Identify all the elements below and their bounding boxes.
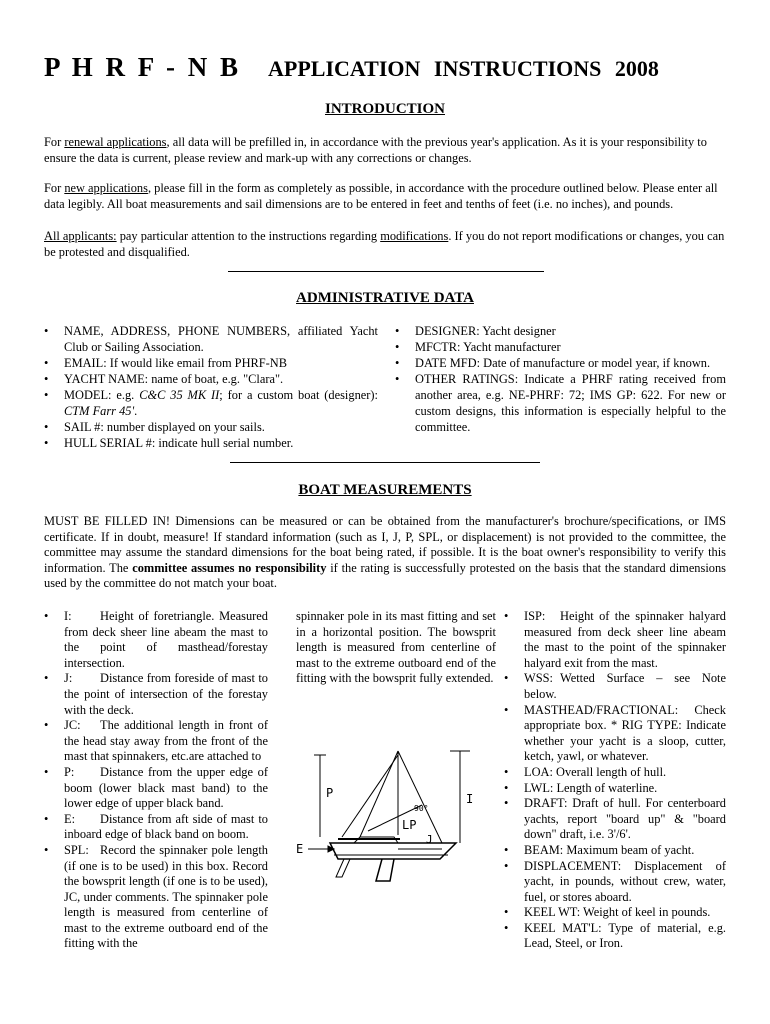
admin-list-right <box>395 323 726 435</box>
spl-continuation: spinnaker pole in its mast fitting and set in a horizontal position. The bowsprit length is measured from centerline of mast to the extreme outboard end of the fitting with the bowsprit fully extended. <box>296 609 496 686</box>
measurement-item-p <box>44 765 268 812</box>
administrative-data-heading: ADMINISTRATIVE DATA <box>296 290 474 306</box>
measurement-item-spl <box>44 843 268 952</box>
list-item-model <box>44 387 378 419</box>
list-item: • MFCTR: Yacht manufacturer <box>395 339 726 355</box>
angle-label: 90° <box>414 804 429 813</box>
term-definition: The additional length in front of the head stay away from the front of the mast that spinnakers, etc.are attached to <box>64 718 268 764</box>
disclaimer-emphasis: committee assumes no responsibility <box>132 560 327 575</box>
text-run: , all data will be prefilled in, in accordance with the previous year's application. As it is your responsibility to ensure the data is current, please review and mark-up with any corrections or changes. <box>44 135 707 165</box>
measurement-item-i <box>44 609 268 671</box>
j-label: J <box>426 833 433 846</box>
term-definition: Distance from foreside of mast to the point of intersection of the forestay with the deck. <box>64 671 268 717</box>
list-item: • EMAIL: If would like email from PHRF-NB <box>44 355 378 371</box>
measurement-item-j <box>44 671 268 718</box>
document-title: APPLICATION INSTRUCTIONS 2008 <box>268 56 659 81</box>
term-definition: Record the spinnaker pole length (if one is to be used) in this box. Record the bowsprit length (if one is to be used), JC, under comments. The spinnaker pole length is measured from centerline of mast to the extreme outboard end of the fitting with the <box>64 842 268 951</box>
list-item: • SAIL #: number displayed on your sails. <box>44 419 378 435</box>
list-item: • DESIGNER: Yacht designer <box>395 323 726 339</box>
e-label: E <box>296 842 304 856</box>
admin-list-left <box>44 323 378 451</box>
measurement-item-keel-wt: • KEEL WT: Weight of keel in pounds. <box>504 905 726 921</box>
measurement-item-e <box>44 812 268 843</box>
list-item: • DATE MFD: Date of manufacture or model year, if known. <box>395 355 726 371</box>
all-applicants-term: All applicants: <box>44 229 117 243</box>
measurement-item-loa: • LOA: Overall length of hull. <box>504 765 726 781</box>
term-label: WSS: <box>524 671 553 686</box>
term-definition: Distance from the upper edge of boom (lower black mast band) to the lower edge of upper black band. <box>64 764 268 811</box>
term-definition: Height of foretriangle. Measured from deck sheer line abeam the mast to the point of masthead/forestay intersection. <box>64 609 268 670</box>
intro-paragraph-renewal <box>44 134 726 166</box>
sail-plan-diagram <box>290 745 490 885</box>
text-run: For <box>44 135 65 149</box>
hull-shape <box>330 843 456 859</box>
term-definition: Height of the spinnaker halyard measured from deck sheer line abeam the mast to the point of the spinnaker halyard exit from the mast. <box>524 609 726 670</box>
text-run: if the rating is successfully protested on the basis that the standard dimensions used by the committee do not match your boat. <box>44 560 726 591</box>
boat-measurements-intro <box>44 514 726 592</box>
new-applications-term: new applications <box>64 181 148 195</box>
term-definition: Wetted Surface – see Note below. <box>524 671 726 701</box>
measurement-item-masthead: • MASTHEAD/FRACTIONAL: Check appropriate box. * RIG TYPE: Indicate whether your yacht is a sloop, cutter, ketch, yawl, or whatever. <box>504 703 726 765</box>
measurement-list-left <box>44 609 268 952</box>
intro-paragraph-all <box>44 228 726 260</box>
list-item: • NAME, ADDRESS, PHONE NUMBERS, affiliated Yacht Club or Sailing Association. <box>44 323 378 355</box>
lp-label: LP <box>402 818 417 832</box>
title-row <box>44 52 726 86</box>
term-label: SPL: <box>64 842 89 857</box>
keel-shape <box>376 859 394 881</box>
org-title: P H R F - N B <box>44 52 241 82</box>
measurement-item-jc <box>44 718 268 765</box>
term-label: ISP: <box>524 609 546 623</box>
i-label: I <box>466 792 474 806</box>
text-run: MUST BE FILLED IN! Dimensions can be measured or can be obtained from the manufacturer's brochure/specifications, or IMS certificate. If in doubt, measure! If standard information (such as I, J, P, SPL, or displacement) is not provided to the committee, the committee may assume the standard dimensions for the boat being rated, if possible. It is the boat owner's responsibility to verify this information. The <box>44 514 726 575</box>
section-divider <box>228 271 544 272</box>
text-run: MODEL: e.g. <box>64 388 140 402</box>
text-run: . If you do not report modifications or changes, you can be protested and disqualified. <box>44 229 725 259</box>
measurement-item-isp <box>504 609 726 671</box>
list-item: • YACHT NAME: name of boat, e.g. "Clara". <box>44 371 378 387</box>
boat-measurements-heading: BOAT MEASUREMENTS <box>298 482 472 498</box>
term-label: J: <box>64 671 73 686</box>
text-run: pay particular attention to the instructions regarding <box>116 229 381 243</box>
measurement-item-keel-matl: • KEEL MAT'L: Type of material, e.g. Lead, Steel, or Iron. <box>504 921 726 952</box>
intro-paragraph-new <box>44 180 726 212</box>
model-example: C&C 35 MK II <box>139 388 220 402</box>
measurement-item-displacement: • DISPLACEMENT: Displacement of yacht, in pounds, without crew, water, fuel, or stores aboard. <box>504 859 726 906</box>
text-run: For <box>44 181 65 195</box>
term-label: E: <box>64 811 76 826</box>
p-label: P <box>326 786 334 800</box>
text-run: , please fill in the form as completely as possible, in accordance with the procedure outlined below. Please enter all data legibly. All boat measurements and sail dimensions are to be entered in feet and tenths of feet (i.e. no inches), and pounds. <box>44 181 718 211</box>
custom-model-example: CTM Farr 45' <box>64 404 135 418</box>
text-run: ; for a custom boat (designer): <box>219 388 378 402</box>
measurement-item-lwl: • LWL: Length of waterline. <box>504 781 726 797</box>
term-definition: Distance from aft side of mast to inboard edge of black band on boom. <box>64 811 268 842</box>
term-label: I: <box>64 609 72 623</box>
renewal-applications-term: renewal applications <box>64 135 167 149</box>
rudder-shape <box>336 859 350 877</box>
measurement-item-draft: • DRAFT: Draft of hull. For centerboard yachts, report "board up" & "board down" draft, i.e. 3'/6'. <box>504 796 726 843</box>
main-leech-line <box>342 755 398 837</box>
list-item: • OTHER RATINGS: Indicate a PHRF rating received from another area, e.g. NE-PHRF: 72; IMS GP: 622. For new or custom designs, this information is especially helpful to the committee. <box>395 371 726 435</box>
section-divider <box>230 462 540 463</box>
measurement-item-wss <box>504 671 726 702</box>
introduction-heading: INTRODUCTION <box>324 101 445 117</box>
list-item: • HULL SERIAL #: indicate hull serial number. <box>44 435 378 451</box>
text-run: . <box>134 404 138 418</box>
modifications-term: modifications <box>380 229 449 243</box>
measurement-list-right <box>504 609 726 952</box>
term-label: P: <box>64 764 75 779</box>
term-label: JC: <box>64 718 81 733</box>
measurement-item-beam: • BEAM: Maximum beam of yacht. <box>504 843 726 859</box>
